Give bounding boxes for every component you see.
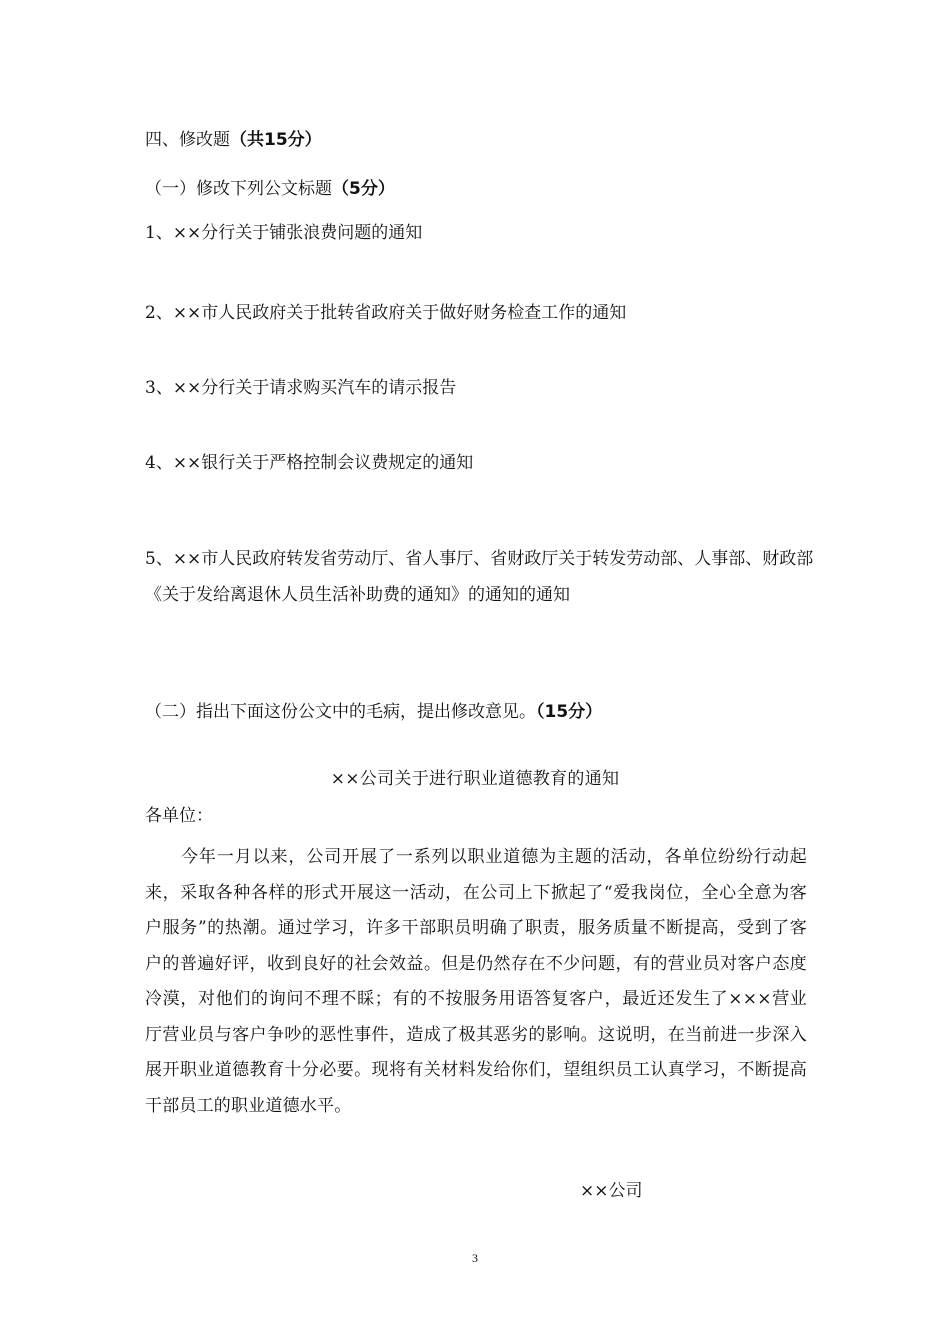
notice-title: ××公司关于进行职业道德教育的通知 <box>330 769 620 789</box>
section-heading-points: （共15分） <box>230 130 322 150</box>
notice-body: 今年一月以来，公司开展了一系列以职业道德为主题的活动，各单位纷纷行动起来，采取各种各样的形式开展这一活动，在公司上下掀起了“爱我岗位，全心全意为客户服务”的热潮。通过学习，许多干部职员明确了职责，服务质量不断提高，受到了客户的普遍好评，收到良好的社会效益。但是仍然存在不少问题，有的营业员对客户态度冷漠，对他们的询问不理不睬；有的不按服务用语答复客户，最近还发生了×××营业厅营业员与客户争吵的恶性事件，造成了极其恶劣的影响。这说明，在当前进一步深入展开职业道德教育十分必要。现将有关材料发给你们，望组织员工认真学习，不断提高干部员工的职业道德水平。 <box>145 847 807 1116</box>
question-item-3: 3、××分行关于请求购买汽车的请示报告 <box>145 378 457 398</box>
question-item-1: 1、××分行关于铺张浪费问题的通知 <box>145 223 423 243</box>
part2-heading <box>145 699 602 725</box>
part1-heading-points: （5分） <box>332 179 395 199</box>
notice-signature: ××公司 <box>580 1181 643 1201</box>
part1-heading <box>145 176 395 202</box>
question-item-5: 5、××市人民政府转发省劳动厅、省人事厅、省财政厅关于转发劳动部、人事部、财政部《关于发给离退休人员生活补助费的通知》的通知的通知 <box>145 549 814 605</box>
question-item-2: 2、××市人民政府关于批转省政府关于做好财务检查工作的通知 <box>145 303 627 323</box>
part2-heading-text: （二）指出下面这份公文中的毛病，提出修改意见。 <box>145 702 536 722</box>
section-heading <box>145 127 322 153</box>
page-number: 3 <box>472 1251 478 1265</box>
part1-heading-text: （一）修改下列公文标题 <box>145 179 332 199</box>
part2-heading-points: （15分） <box>536 702 603 722</box>
notice-salutation: 各单位： <box>145 806 213 826</box>
section-heading-text: 四、修改题 <box>145 130 230 150</box>
question-item-4: 4、××银行关于严格控制会议费规定的通知 <box>145 453 474 473</box>
